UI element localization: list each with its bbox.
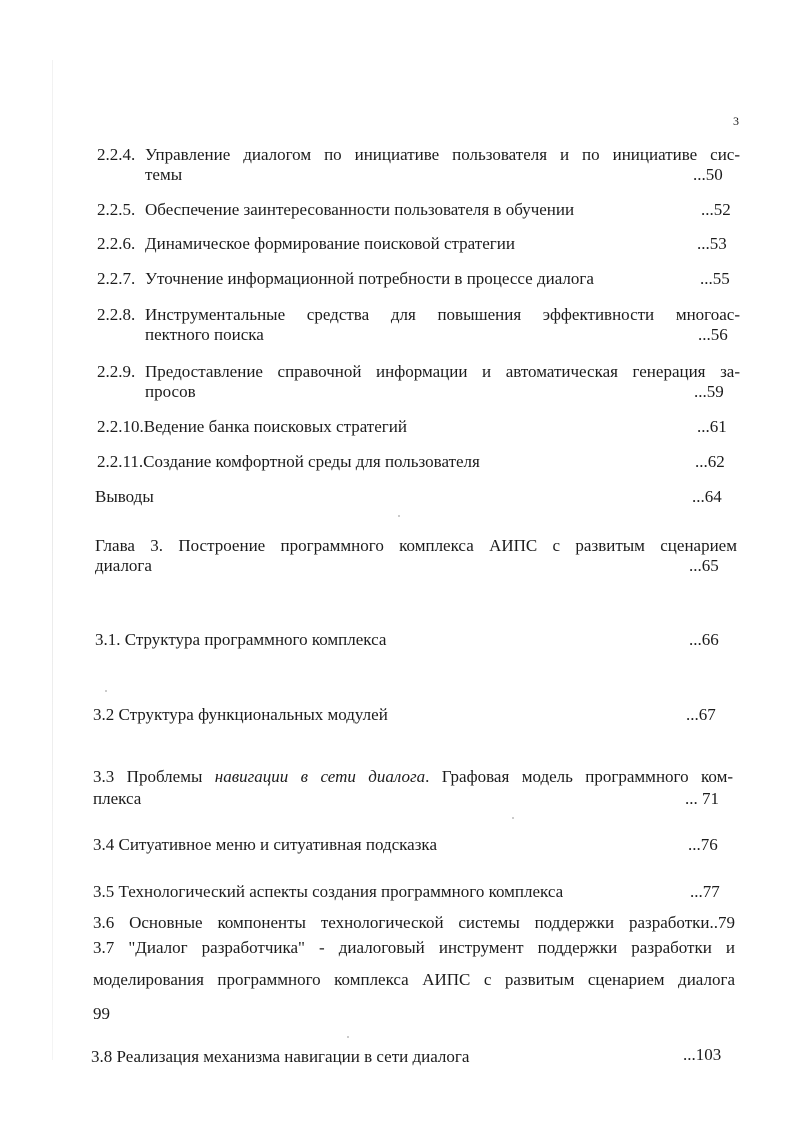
- toc-conclusions-title: Выводы: [95, 487, 154, 506]
- scan-speck: [398, 515, 400, 517]
- toc-2-2-5-page: ...52: [701, 200, 731, 219]
- scan-speck: [347, 1036, 349, 1038]
- toc-2-2-8-number: 2.2.8.: [97, 305, 136, 324]
- scan-speck: [105, 690, 107, 692]
- toc-3-7-continuation: моделирования программного комплекса АИПС с развитым сценарием диалога: [93, 970, 735, 989]
- toc-3-3-continuation: плекса: [93, 789, 142, 808]
- toc-2-2-4-number: 2.2.4.: [97, 145, 136, 164]
- toc-conclusions-page: ...64: [692, 487, 722, 506]
- toc-3-2-page: ...67: [686, 705, 716, 724]
- toc-2-2-5-title: Обеспечение заинтересованности пользователя в обучении: [145, 200, 575, 219]
- toc-3-4-title: 3.4 Ситуативное меню и ситуативная подсказка: [93, 835, 437, 854]
- toc-2-2-5-number: 2.2.5.: [97, 200, 136, 219]
- toc-2-2-9-page: ...59: [694, 382, 724, 401]
- toc-2-2-4-title: Управление диалогом по инициативе пользователя и по инициативе сис-: [145, 145, 740, 164]
- toc-chapter-3-title: Глава 3. Построение программного комплекса АИПС с развитым сценарием: [95, 536, 737, 555]
- toc-2-2-7-title: Уточнение информационной потребности в процессе диалога: [145, 269, 594, 288]
- toc-2-2-9-title: Предоставление справочной информации и автоматическая генерация за-: [145, 362, 740, 381]
- toc-2-2-4-continuation: темы: [145, 165, 183, 184]
- toc-chapter-3-page: ...65: [689, 556, 719, 575]
- toc-3-3-title-italic: навигации в сети диалога: [214, 767, 426, 786]
- toc-2-2-9-continuation: просов: [145, 382, 196, 401]
- toc-3-1-page: ...66: [689, 630, 719, 649]
- toc-3-3-title: [93, 767, 733, 787]
- toc-2-2-7-number: 2.2.7.: [97, 269, 136, 288]
- toc-3-5-title: 3.5 Технологический аспекты создания программного комплекса: [93, 882, 564, 901]
- toc-2-2-6-page: ...53: [697, 234, 727, 253]
- toc-2-2-6-title: Динамическое формирование поисковой стратегии: [145, 234, 515, 253]
- toc-3-4-page: ...76: [688, 835, 718, 854]
- toc-2-2-11-page: ...62: [695, 452, 725, 471]
- toc-3-3-title-start: 3.3 Проблемы: [93, 767, 215, 786]
- toc-chapter-3-continuation: диалога: [95, 556, 152, 575]
- toc-3-7-page: 99: [93, 1004, 110, 1023]
- page-number: 3: [733, 114, 739, 128]
- toc-2-2-9-number: 2.2.9.: [97, 362, 136, 381]
- toc-3-3-page: ... 71: [685, 789, 719, 808]
- scan-speck: [512, 817, 514, 819]
- toc-2-2-10-page: ...61: [697, 417, 727, 436]
- toc-3-1-title: 3.1. Структура программного комплекса: [95, 630, 387, 649]
- toc-3-6-title: 3.6 Основные компоненты технологической системы поддержки разработки..79: [93, 913, 735, 932]
- toc-2-2-4-page: ...50: [693, 165, 723, 184]
- toc-2-2-6-number: 2.2.6.: [97, 234, 136, 253]
- toc-2-2-7-page: ...55: [700, 269, 730, 288]
- toc-2-2-11-title: 2.2.11.Создание комфортной среды для пользователя: [97, 452, 480, 471]
- toc-2-2-8-continuation: пектного поиска: [145, 325, 264, 344]
- toc-3-5-page: ...77: [690, 882, 720, 901]
- toc-2-2-10-title: 2.2.10.Ведение банка поисковых стратегий: [97, 417, 407, 436]
- toc-2-2-8-title: Инструментальные средства для повышения эффективности многоас-: [145, 305, 740, 324]
- toc-3-7-title: 3.7 "Диалог разработчика" - диалоговый инструмент поддержки разработки и: [93, 938, 735, 957]
- toc-3-8-page: ...103: [683, 1045, 722, 1064]
- toc-3-2-title: 3.2 Структура функциональных модулей: [93, 705, 388, 724]
- toc-3-8-title: 3.8 Реализация механизма навигации в сети диалога: [91, 1047, 470, 1066]
- toc-2-2-8-page: ...56: [698, 325, 728, 344]
- toc-3-3-title-end: . Графовая модель программного ком-: [425, 767, 733, 786]
